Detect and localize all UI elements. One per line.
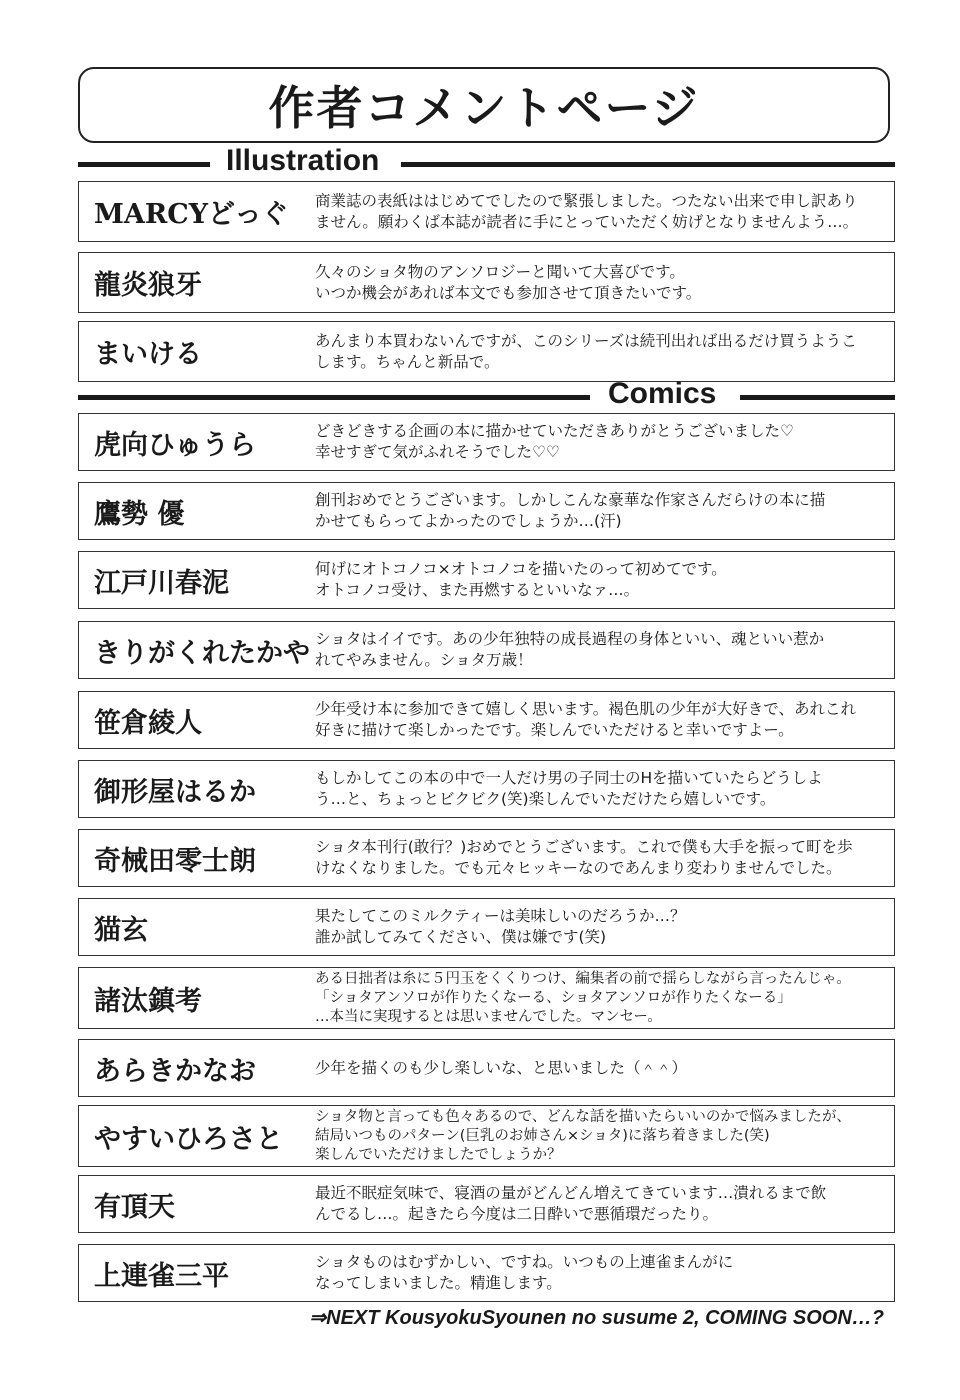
author-entry <box>78 898 895 956</box>
section-rule-left <box>78 395 590 400</box>
author-name: あらきかなお <box>94 1055 256 1087</box>
section-rule-right <box>740 395 895 400</box>
author-comment: 少年受け本に参加できて嬉しく思います。褐色肌の少年が大好きで、あれこれ 好きに描けて楽しかったです。楽しんでいただけると幸いですよー。 <box>315 700 856 739</box>
author-comment: 久々のショタ物のアンソロジーと聞いて大喜びです。 いつか機会があれば本文でも参加させて頂きたいです。 <box>315 262 702 302</box>
author-comment: ショタものはむずかしい、ですね。いつもの上連雀まんがに なってしまいました。精進します。 <box>315 1253 734 1292</box>
author-comment: ショタ本刊行(敢行？)おめでとうございます。これで僕も大手を振って町を歩 けなくなりました。でも元々ヒッキーなのであんまり変わりませんでした。 <box>315 838 853 877</box>
next-issue-footer: ⇒NEXT KousyokuSyounen no susume 2, COMING SOON…? <box>309 1307 884 1329</box>
author-entry <box>78 1244 895 1302</box>
author-entry <box>78 1105 895 1167</box>
section-rule-left <box>78 162 210 167</box>
author-comment: ショタ物と言っても色々あるので、どんな話を描いたらいいのかで悩みましたが、 結局いつものパターン(巨乳のお姉さん×ショタ)に落ち着きました(笑) 楽しんでいただけましたでしょうか？ <box>315 1108 851 1163</box>
section-rule-right <box>401 162 895 167</box>
author-name: きりがくれたかや <box>94 637 310 669</box>
author-name: 奇械田零士朗 <box>94 845 256 877</box>
section-label-illustration: Illustration <box>226 144 380 177</box>
author-name: 有頂天 <box>94 1191 175 1223</box>
author-comment: どきどきする企画の本に描かせていただきありがとうございました♡ 幸せすぎて気がふれそうでした♡♡ <box>315 422 794 461</box>
author-entry <box>78 1039 895 1097</box>
author-name: 虎向ひゅうら <box>94 429 256 461</box>
author-entry <box>78 252 895 313</box>
author-name: 江戸川春泥 <box>94 567 229 599</box>
author-comment: 最近不眠症気味で、寝酒の量がどんどん増えてきています…潰れるまで飲 んでるし…。起きたら今度は二日酔いで悪循環だったり。 <box>315 1184 827 1223</box>
author-entry <box>78 967 895 1029</box>
section-label-comics: Comics <box>608 377 717 410</box>
author-name: 諸汰鎮考 <box>94 985 202 1017</box>
author-entry <box>78 321 895 382</box>
author-entry <box>78 621 895 679</box>
author-entry <box>78 829 895 887</box>
author-name: MARCYどっぐ <box>94 199 289 230</box>
author-name: 龍炎狼牙 <box>94 270 202 301</box>
author-comment: 商業誌の表紙ははじめてでしたので緊張しました。つたない出来で申し訳あり ません。願わくば本誌が読者に手にとっていただく妨げとなりませんよう…。 <box>315 191 859 231</box>
author-comment: 何げにオトコノコ×オトコノコを描いたのって初めてです。 オトコノコ受け、また再燃するといいなァ…。 <box>315 560 727 599</box>
author-comment: 創刊おめでとうございます。しかしこんな豪華な作家さんだらけの本に描 かせてもらってよかったのでしょうか…(汗) <box>315 491 826 530</box>
author-name: まいける <box>94 339 202 370</box>
author-name: 猫玄 <box>94 914 148 946</box>
page-title: 作者コメントページ <box>268 81 700 135</box>
author-comment: もしかしてこの本の中で一人だけ男の子同士のHを描いていたらどうしよ う…と、ちょっとビクビク(笑)楽しんでいただけたら嬉しいです。 <box>315 769 823 808</box>
author-entry <box>78 1175 895 1233</box>
author-entry <box>78 691 895 749</box>
author-entry <box>78 413 895 471</box>
author-entry <box>78 551 895 609</box>
author-name: 上連雀三平 <box>94 1260 229 1292</box>
author-name: 笹倉綾人 <box>94 707 202 739</box>
author-entry <box>78 482 895 540</box>
author-entry <box>78 181 895 242</box>
author-comment: ショタはイイです。あの少年独特の成長過程の身体といい、魂といい惹か れてやみません。ショタ万歳！ <box>315 630 825 669</box>
author-comment: 少年を描くのも少し楽しいな、と思いました（＾＾） <box>315 1058 688 1077</box>
author-comment: ある日拙者は糸に５円玉をくくりつけ、編集者の前で揺らしながら言ったんじゃ。 「ショタアンソロが作りたくなーる、ショタアンソロが作りたくなーる」 …本当に実現するとは思いませんでした。マンセー。 <box>315 970 851 1025</box>
author-entry <box>78 760 895 818</box>
section-header-comics <box>78 377 895 415</box>
author-name: 御形屋はるか <box>94 776 256 808</box>
page-title-box <box>78 67 890 143</box>
author-name: 鷹勢 優 <box>94 498 185 530</box>
section-header-illustration <box>78 144 895 182</box>
author-name: やすいひろさと <box>94 1123 283 1155</box>
author-comment: 果たしてこのミルクティーは美味しいのだろうか…？ 誰か試してみてください、僕は嫌です(笑) <box>315 907 686 946</box>
author-comment: あんまり本買わないんですが、このシリーズは続刊出れば出るだけ買うようこ します。ちゃんと新品で。 <box>315 331 857 371</box>
